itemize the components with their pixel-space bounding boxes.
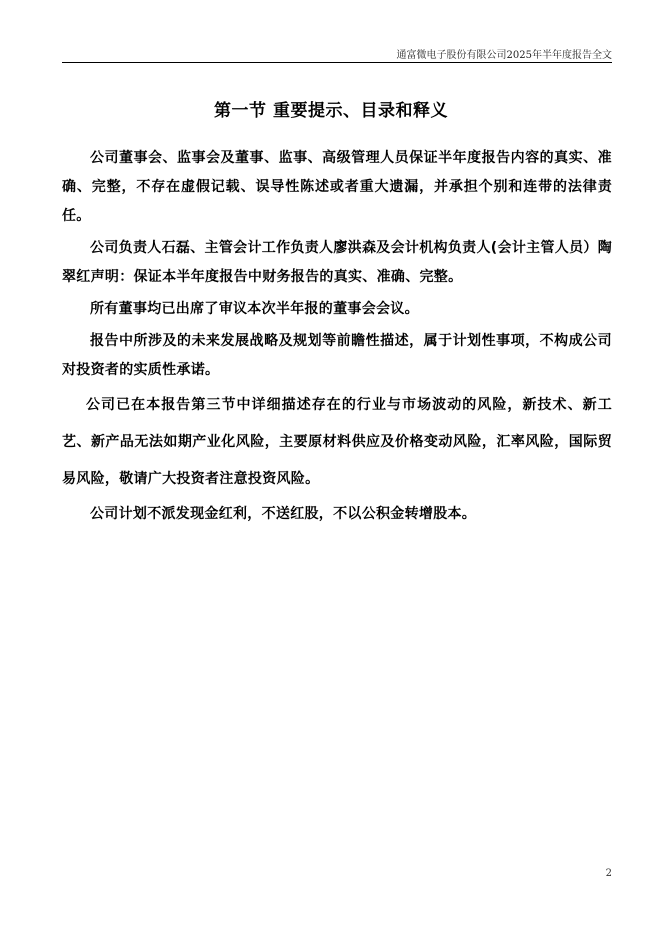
paragraph-risk-notice: 公司已在本报告第三节中详细描述存在的行业与市场波动的风险，新技术、新工艺、新产品无法如期产业化风险，主要原材料供应及价格变动风险，汇率风险，国际贸易风险，敬请广大投资者注意投资风险。 bbox=[62, 397, 612, 487]
paragraph-directors-attendance: 所有董事均已出席了审议本次半年报的董事会会议。 bbox=[90, 301, 419, 317]
header-divider bbox=[62, 62, 612, 63]
paragraph-forward-looking: 报告中所涉及的未来发展战略及规划等前瞻性描述，属于计划性事项，不构成公司对投资者的实质性承诺。 bbox=[62, 333, 612, 378]
page-number: 2 bbox=[605, 868, 612, 879]
paragraph-board-guarantee: 公司董事会、监事会及董事、监事、高级管理人员保证半年度报告内容的真实、准确、完整，不存在虚假记载、误导性陈述或者重大遗漏，并承担个别和连带的法律责任。 bbox=[62, 150, 612, 224]
section-title: 第一节 重要提示、目录和释义 bbox=[214, 101, 448, 121]
document-header: 通富微电子股份有限公司2025年半年度报告全文 bbox=[396, 50, 612, 61]
paragraph-responsible-persons: 公司负责人石磊、主管会计工作负责人廖洪森及会计机构负责人(会计主管人员）陶翠红声明：保证本半年度报告中财务报告的真实、准确、完整。 bbox=[62, 240, 612, 285]
paragraph-dividend-plan: 公司计划不派发现金红利，不送红股，不以公积金转增股本。 bbox=[90, 506, 477, 522]
document-body bbox=[62, 144, 612, 529]
